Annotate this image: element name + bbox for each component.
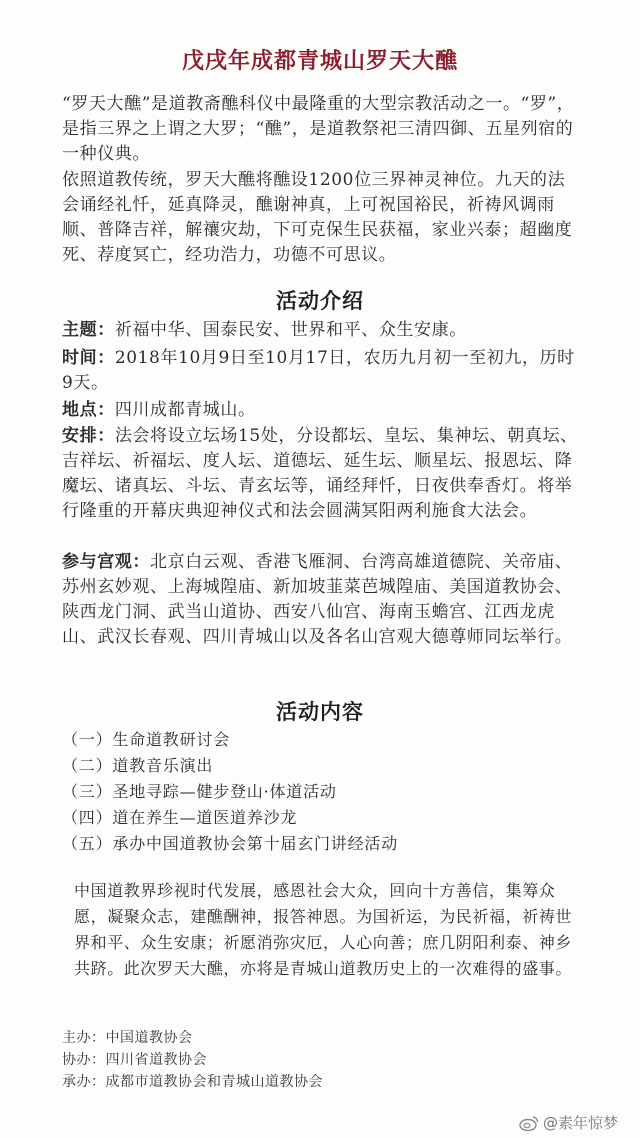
intro-paragraph-2: 依照道教传统，罗天大醮将醮设1200位三界神灵神位。九天的法会诵经礼忏，延真降灵，醮谢神真，上可祝国裕民，祈祷风调雨顺、普降吉祥，解禳灾劫，下可克保生民获福，家业兴泰；超幽度死、荐度冥亡，经功浩力，功德不可思议。 <box>62 170 573 265</box>
theme-line <box>62 318 582 343</box>
theme-text: 祈福中华、国泰民安、世界和平、众生安康。 <box>114 320 467 340</box>
arrange-label: 安排： <box>62 426 115 446</box>
watermark-text: @素年惊梦 <box>542 1114 618 1132</box>
organizer-co: 协办：四川省道教协会 <box>62 1052 207 1068</box>
content-item-2: （二）道教音乐演出 <box>62 756 214 775</box>
place-label: 地点： <box>62 400 115 420</box>
page-title: 戊戌年成都青城山罗天大醮 <box>181 48 458 74</box>
organizer-host: 主办：中国道教协会 <box>62 1030 193 1046</box>
content-item-5: （五）承办中国道教协会第十届玄门讲经活动 <box>62 834 399 853</box>
content-item-3: （三）圣地寻踪—健步登山·体道活动 <box>62 782 337 801</box>
weibo-watermark <box>519 1112 618 1133</box>
content-item-4: （四）道在养生—道医道养沙龙 <box>62 808 298 827</box>
organizer-undertake: 承办：成都市道教协会和青城山道教协会 <box>62 1074 323 1090</box>
section-heading-content: 活动内容 <box>276 699 364 724</box>
theme-label: 主题： <box>62 320 115 340</box>
section-heading-intro: 活动介绍 <box>276 288 364 313</box>
place-text: 四川成都青城山。 <box>114 400 256 420</box>
place-line <box>62 398 582 423</box>
time-line <box>62 346 582 396</box>
arrange-line <box>62 424 582 524</box>
closing-paragraph: 中国道教界珍视时代发展，感恩社会大众，回向十方善信，集筹众愿，凝聚众志，建醮酬神，报答神恩。为国祈运，为民祈福，祈祷世界和平、众生安康；祈愿消弥灾厄，人心向善；庶几阴阳利泰、神乡共跻。此次罗天大醮，亦将是青城山道教历史上的一次难得的盛事。 <box>74 881 573 978</box>
content-item-1: （一）生命道教研讨会 <box>62 730 231 749</box>
temples-line <box>62 550 582 650</box>
arrange-text: 法会将设立坛场15处，分设都坛、皇坛、集神坛、朝真坛、吉祥坛、祈福坛、度人坛、道德坛、延生坛、顺星坛、报恩坛、降魔坛、诸真坛、斗坛、青玄坛等，诵经拜忏，日夜供奉香灯。将举行隆重的开幕庆典迎神仪式和法会圆满冥阳两利施食大法会。 <box>62 426 578 521</box>
time-label: 时间： <box>62 348 115 368</box>
weibo-icon <box>519 1115 539 1131</box>
temples-text: 北京白云观、香港飞雁洞、台湾高雄道德院、关帝庙、苏州玄妙观、上海城隍庙、新加坡韮菜芭城隍庙、美国道教协会、陕西龙门洞、武当山道协、西安八仙宫、海南玉蟾宫、江西龙虎山、武汉长春观、四川青城山以及各名山宫观大德尊师同坛举行。 <box>62 552 573 647</box>
time-text: 2018年10月9日至10月17日，农历九月初一至初九，历时9天。 <box>62 348 575 393</box>
intro-paragraph-1: “罗天大醮”是道教斋醮科仪中最隆重的大型宗教活动之一。“罗”，是指三界之上谓之大罗；“醮”，是道教祭祀三清四御、五星列宿的一种仪典。 <box>62 94 575 164</box>
temples-label: 参与宫观： <box>62 552 150 572</box>
